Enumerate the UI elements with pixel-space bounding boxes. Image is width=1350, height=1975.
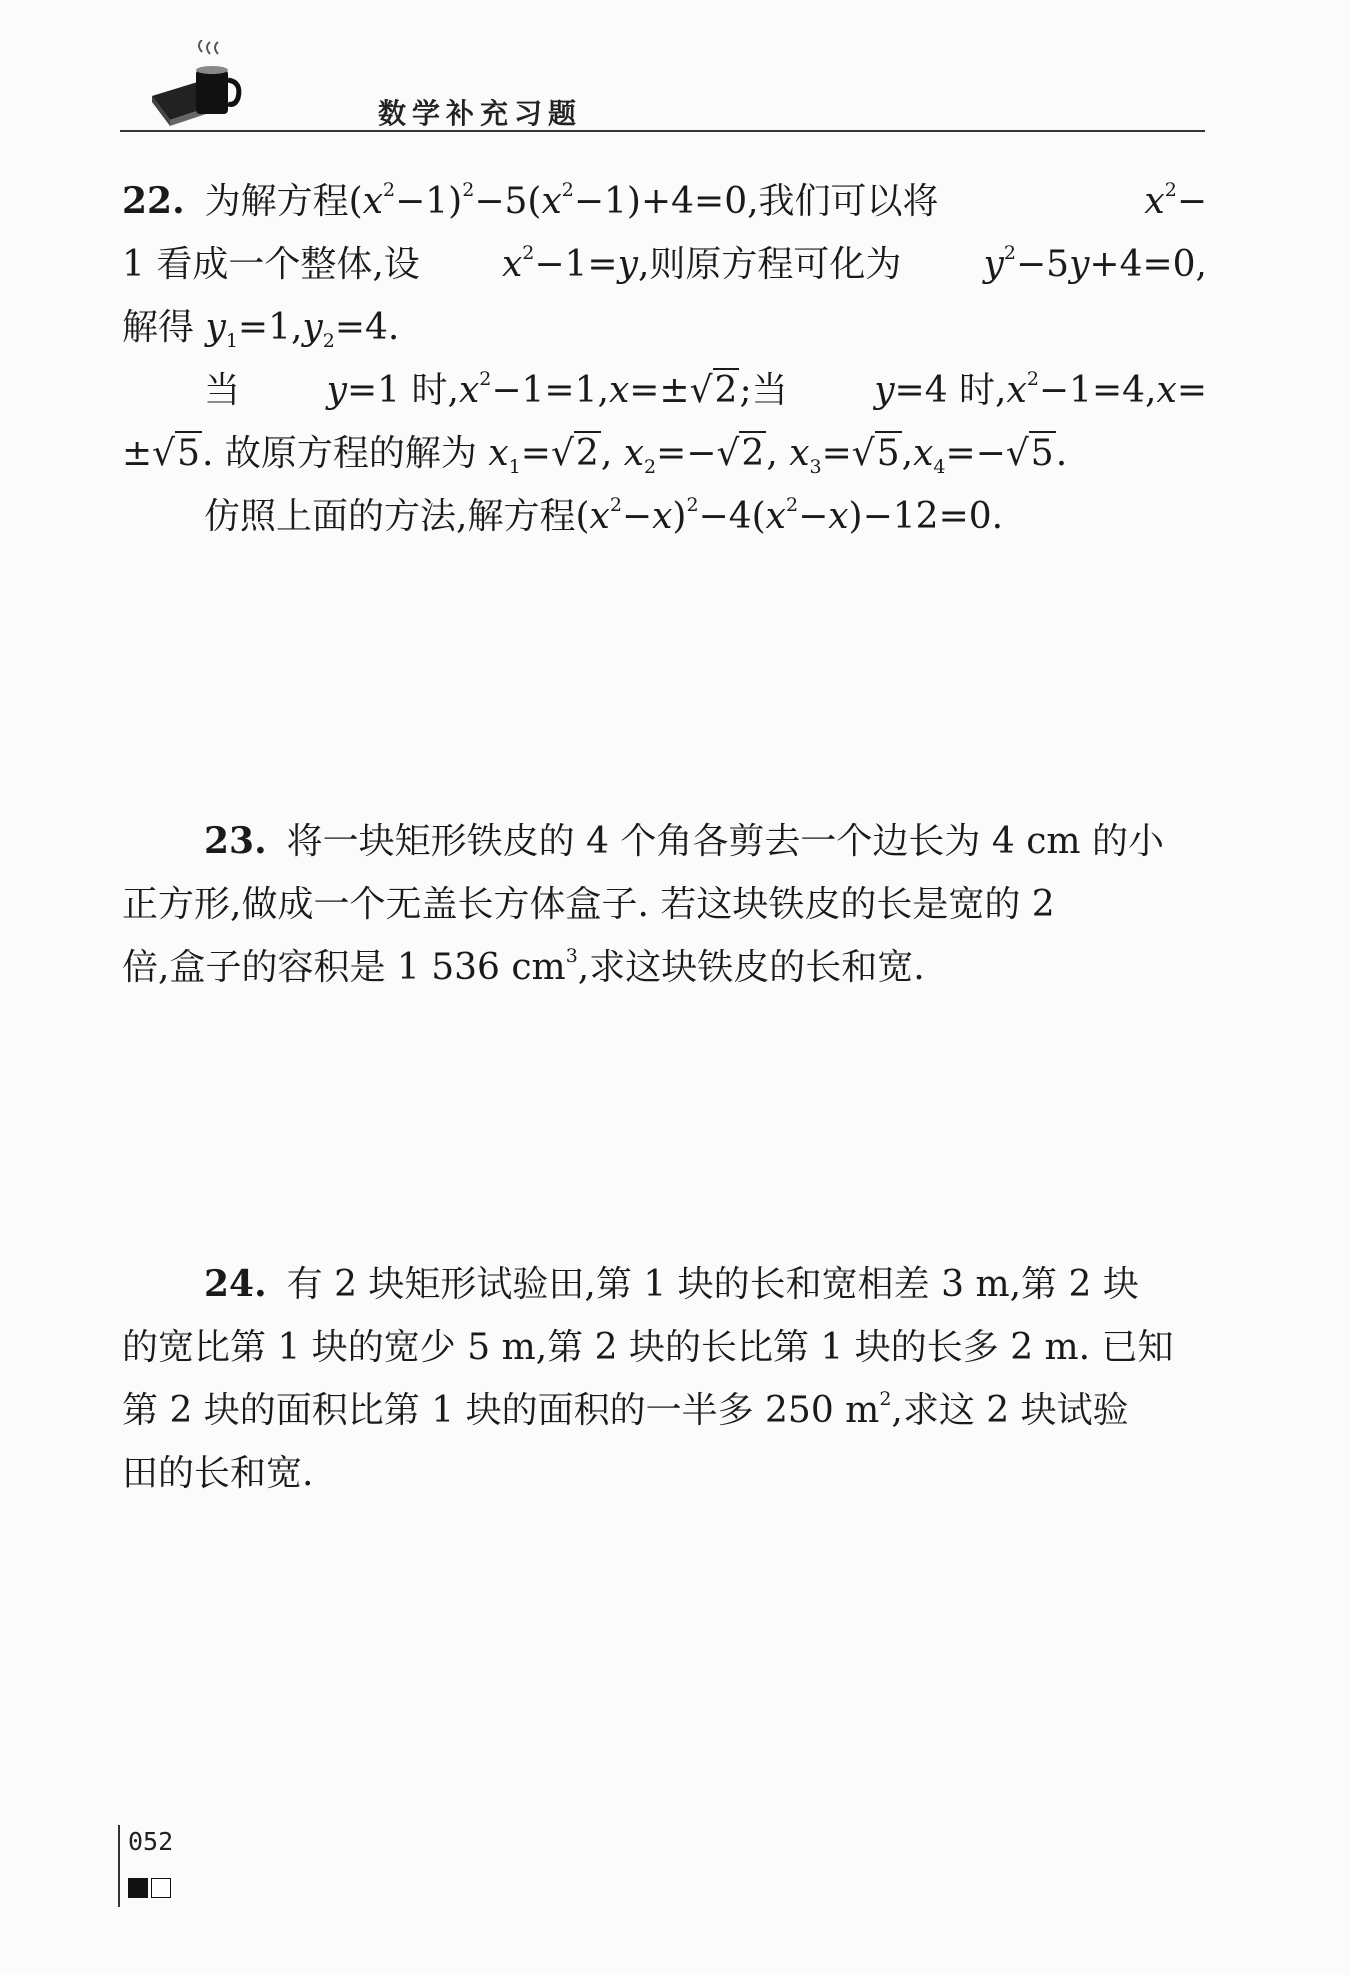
page-header <box>120 40 1205 132</box>
problem-line: 正方形,做成一个无盖长方体盒子. 若这块铁皮的长是宽的 2 <box>122 884 1055 925</box>
problem-number: 23. <box>204 820 267 862</box>
problem-23 <box>122 810 1207 999</box>
problem-line-text: 22. 为解方程$(x^2-1)^2-5(x^2-1)+4=0$,我们可以将 <box>122 179 939 222</box>
problem-line <box>122 170 1207 233</box>
book-and-coffee-cup-icon <box>140 40 360 132</box>
math-inline: $y^2-5y+4=0$, <box>983 242 1207 285</box>
problem-line: 倍,盒子的容积是 1 536 $cm^3$,求这块铁皮的长和宽. <box>122 945 925 988</box>
square-root: √5 <box>1005 433 1054 474</box>
page-number: 052 <box>128 1827 174 1856</box>
square-root: √5 <box>851 433 900 474</box>
math-inline: $x^2-1=y$,则原方程可化为 <box>501 242 902 285</box>
problem-line: 解得 $y_1=1,y_2=4$. <box>122 307 400 352</box>
problem-line: 1 看成一个整体,设 $x^2-1=y$,则原方程可化为 $y^2-5y+4=0$, <box>122 233 1207 296</box>
problem-line: ±√5. 故原方程的解为 $x_1=√2$, $x_2=-√2$, $x_3=√5,x_4=-√5$. <box>122 422 1207 485</box>
problem-number: 22. <box>122 180 185 222</box>
empty-square-icon <box>151 1878 171 1898</box>
book-title: 数学补充习题 <box>378 97 583 130</box>
problem-line: 24. 有 2 块矩形试验田,第 1 块的长和宽相差 3 m,第 2 块 <box>204 1263 1139 1305</box>
problem-number: 24. <box>204 1263 267 1305</box>
problem-24 <box>122 1253 1207 1505</box>
square-root: √2 <box>550 433 599 474</box>
square-root: √2 <box>689 370 738 411</box>
problem-line: 仿照上面的方法,解方程$(x^2-x)^2-4(x^2-x)-12=0$. <box>204 494 1004 537</box>
problem-line: 的宽比第 1 块的宽少 5 m,第 2 块的长比第 1 块的长多 2 m. 已知 <box>122 1327 1174 1368</box>
problem-line-end: $x^2-$ <box>1144 179 1207 222</box>
problem-line: 田的长和宽. <box>122 1453 314 1494</box>
square-root: √5 <box>152 433 201 474</box>
math-inline: y=1 时$,x^2-1=1,x=\pm√2$;当 <box>327 359 788 422</box>
header-divider <box>120 130 1205 132</box>
problem-line: 23. 将一块矩形铁皮的 4 个角各剪去一个边长为 4 cm 的小 <box>204 820 1164 862</box>
problem-line: 第 2 块的面积比第 1 块的面积的一半多 250 $m^2$,求这 2 块试验 <box>122 1388 1129 1431</box>
problem-line: 当 y=1 时$,x^2-1=1,x=\pm√2$;当 y=4 时$,x^2-1=4,x=$ <box>122 359 1207 422</box>
math-inline: y=4 时$,x^2-1=4,x=$ <box>874 368 1207 411</box>
footer-bar <box>118 1825 120 1907</box>
problem-22 <box>122 170 1207 548</box>
square-root: √2 <box>716 433 765 474</box>
filled-square-icon <box>128 1878 148 1898</box>
